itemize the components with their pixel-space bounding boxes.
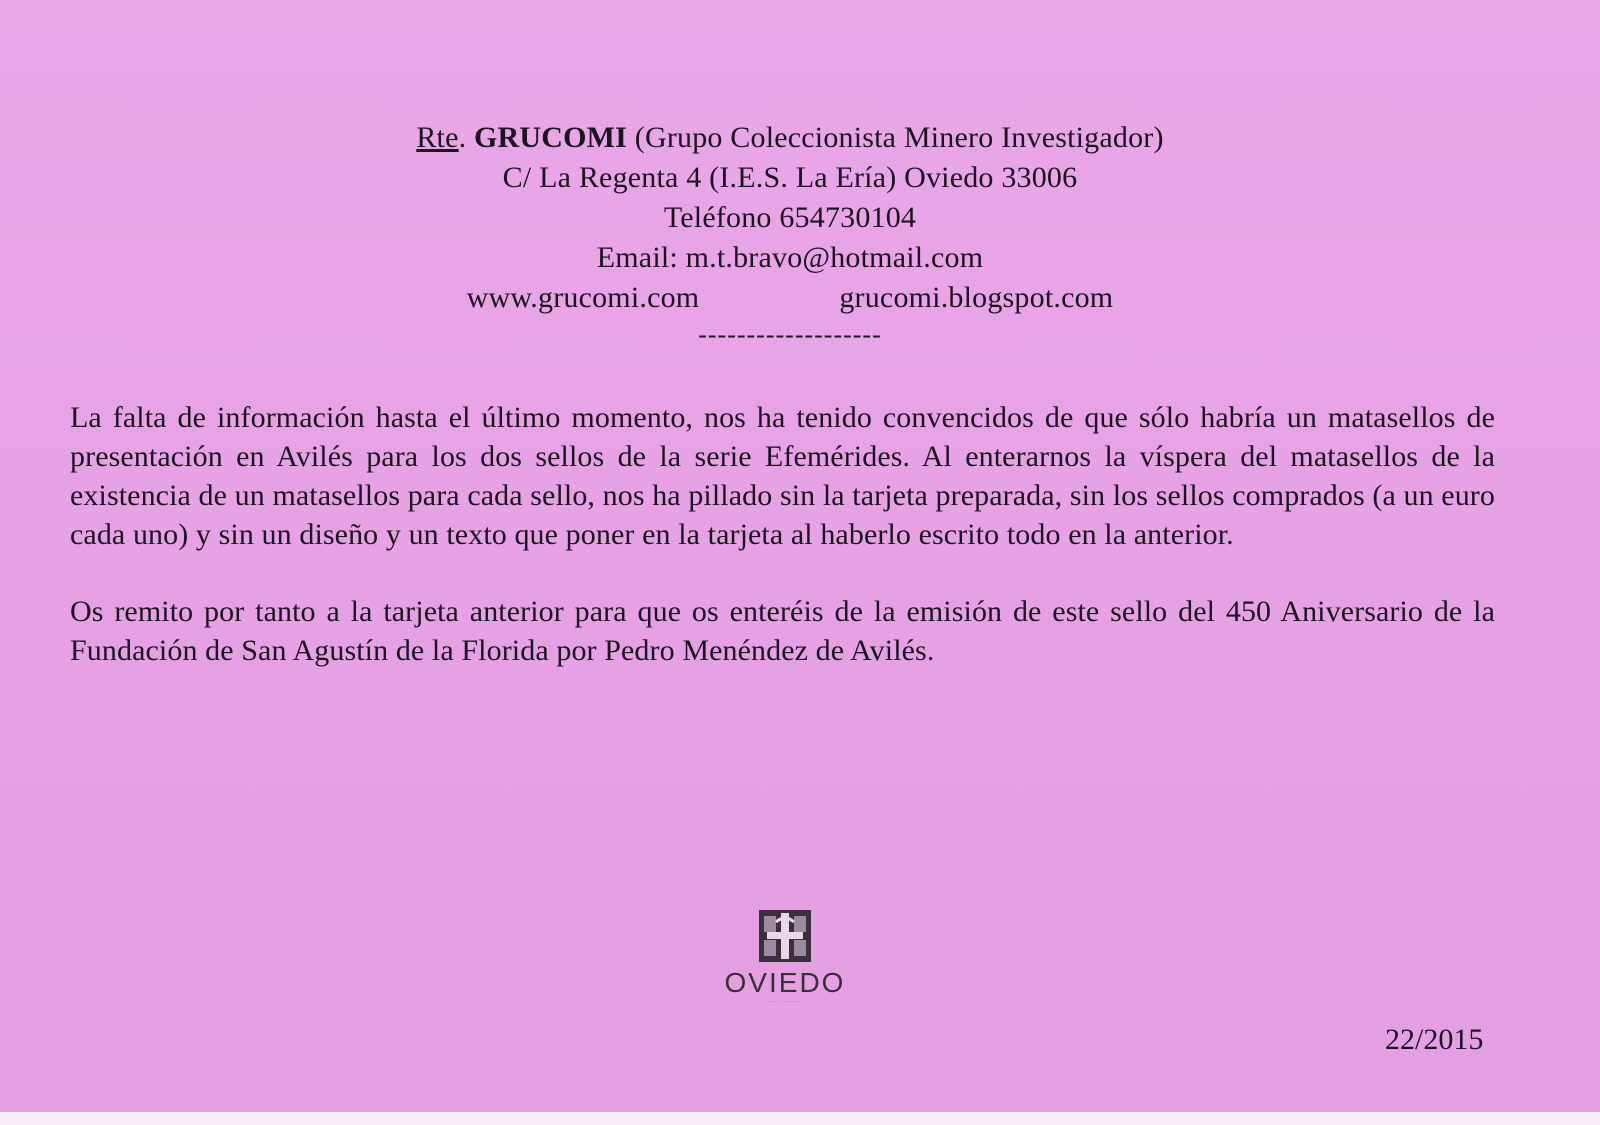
reference-number: 22/2015 bbox=[1385, 1023, 1484, 1056]
blog-link: grucomi.blogspot.com bbox=[839, 281, 1114, 314]
phone-line: Teléfono 654730104 bbox=[663, 201, 917, 234]
web-line bbox=[300, 278, 1280, 318]
email-line: Email: m.t.bravo@hotmail.com bbox=[596, 241, 984, 274]
message-body bbox=[70, 398, 1495, 670]
sender-header bbox=[300, 118, 1280, 350]
message-paragraph-1: La falta de información hasta el último momento, nos ha tenido convencidos de que sólo habría un matasellos de presentación en Avilés para los dos sellos de la serie Efemérides. Al enterarnos la víspera del matasellos de la existencia de un matasellos para cada sello, nos ha pillado sin la tarjeta preparada, sin los sellos comprados (a un euro cada uno) y sin un diseño y un texto que poner en la tarjeta al haberlo escrito todo en la anterior. bbox=[70, 401, 1495, 551]
message-paragraph-2: Os remito por tanto a la tarjeta anterior para que os enteréis de la emisión de este sello del 450 Aniversario de la Fundación de San Agustín de la Florida por Pedro Menéndez de Avilés. bbox=[70, 595, 1495, 667]
org-name: GRUCOMI bbox=[474, 121, 628, 154]
scan-edge bbox=[0, 1112, 1600, 1125]
org-full-name: (Grupo Coleccionista Minero Investigador) bbox=[627, 121, 1164, 154]
rte-label: Rte bbox=[416, 121, 459, 154]
address-line: C/ La Regenta 4 (I.E.S. La Ería) Oviedo 33006 bbox=[502, 161, 1078, 194]
website-link: www.grucomi.com bbox=[466, 281, 700, 314]
oviedo-city-logo-icon bbox=[759, 910, 811, 962]
oviedo-logo-text: OVIEDO bbox=[724, 967, 846, 998]
oviedo-logo-subtext: ··········· bbox=[768, 999, 802, 1005]
rte-dot: . bbox=[458, 121, 474, 154]
header-divider: ------------------- bbox=[698, 320, 882, 349]
sender-line bbox=[300, 118, 1280, 158]
oviedo-logo bbox=[705, 910, 865, 1006]
